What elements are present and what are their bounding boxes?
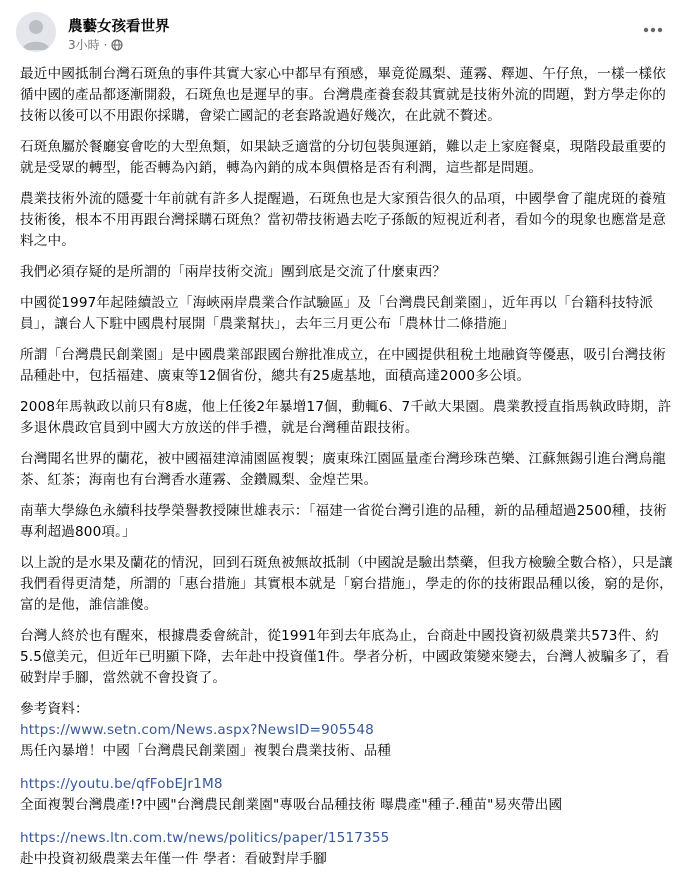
post-body [20,64,673,882]
avatar[interactable] [16,12,56,52]
references [20,699,673,762]
reference-title: 全面複製台灣農產!?中國"台灣農民創業園"專吸台品種技術 曝農產"種子.種苗"易夾帶出國 [20,797,563,813]
reference-link[interactable]: https://youtu.be/qfFobEJr1M8 [20,776,223,792]
meta-separator: · [103,37,108,52]
paragraph: 所謂「台灣農民創業園」是中國農業部跟國台辦批准成立，在中國提供租稅土地融資等優惠，吸引台灣技術品種赴中，包括福建、廣東等12個省份，總共有25處基地，面積高達2000多公頃。 [20,347,666,384]
reference-item [20,774,673,816]
paragraph: 台灣人終於也有醒來，根據農委會統計，從1991年到去年底為止，台商赴中國投資初級農業共573件、約 5.5億美元，但近年已明顯下降，去年赴中投資僅1件。學者分析，中國政策變來變去，台灣人被騙多了，看破對岸手腳，當然就不會投資了。 [20,628,670,686]
reference-title: 赴中投資初級農業去年僅一件 學者：看破對岸手腳 [20,851,327,867]
paragraph: 2008年馬執政以前只有8處，他上任後2年暴增17個，動輒6、7千畝大果園。農業教授直指馬執政時期，許多退休農政官員到中國大方放送的伴手禮，就是台灣種苗跟技術。 [20,399,672,436]
reference-link[interactable]: https://news.ltn.com.tw/news/politics/paper/1517355 [20,830,390,846]
post-meta [68,36,123,53]
default-avatar-icon [16,12,56,52]
paragraph: 我們必須存疑的是所謂的「兩岸技術交流」團到底是交流了什麼東西？ [20,264,447,280]
paragraph: 以上說的是水果及蘭花的情況，回到石斑魚被無故抵制（中國說是驗出禁藥，但我方檢驗全數合格），只是讓我們看得更清楚，所謂的「惠台措施」其實根本就是「窮台措施」，學走的你的技術跟品種以後，窮的是你，富的是他，誰信誰傻。 [20,555,673,613]
reference-link[interactable]: https://www.setn.com/News.aspx?NewsID=905548 [20,722,374,738]
more-options-icon [643,27,663,33]
paragraph: 農業技術外流的隱憂十年前就有許多人提醒過，石斑魚也是大家預告很久的品項，中國學會了龍虎斑的養殖技術後，根本不用再跟台灣採購石斑魚？當初帶技術過去吃子孫飯的短視近利者，看如今的現象也應當是意料之中。 [20,191,666,249]
reference-title: 馬任內暴增！中國「台灣農民創業園」複製台農業技術、品種 [20,743,392,759]
references-label: 參考資料： [20,701,89,717]
globe-icon [111,39,123,51]
paragraph: 石斑魚屬於餐廳宴會吃的大型魚類，如果缺乏適當的分切包裝與運銷，難以走上家庭餐桌，現階段最重要的就是受眾的轉型，能否轉為內銷，轉為內銷的成本與價格是否有利潤，這些都是問題。 [20,139,666,176]
paragraph: 中國從1997年起陸續設立「海峽兩岸農業合作試驗區」及「台灣農民創業園」，近年再以「台籍科技特派員」，讓台人下駐中國農村展開「農業幫扶」，去年三月更公布「農林廿二條措施」 [20,295,654,332]
more-options-button[interactable] [637,16,669,44]
paragraph: 台灣聞名世界的蘭花，被中國福建漳浦園區複製；廣東珠江園區量產台灣珍珠芭樂、江蘇無錫引進台灣烏龍茶、紅茶；海南也有台灣香水蓮霧、金鑽鳳梨、金煌芒果。 [20,451,666,488]
paragraph: 南華大學綠色永續科技學榮譽教授陳世雄表示：「福建一省從台灣引進的品種，新的品種超過2500種，技術專利超過800項。」 [20,503,667,540]
author-name[interactable]: 農藝女孩看世界 [68,19,170,35]
paragraph: 最近中國抵制台灣石斑魚的事件其實大家心中都早有預感，畢竟從鳳梨、蓮霧、釋迦、午仔魚，一樣一樣依循中國的產品都逐漸開殺，石斑魚也是遲早的事。台灣農產養套殺其實就是技術外流的問題，對方學走你的技術以後可以不用跟你採購，會梁亡國記的老套路說過好幾次，在此就不贅述。 [20,66,666,124]
post-header [16,12,673,56]
post-time[interactable]: 3小時 [68,38,100,52]
reference-item [20,828,673,870]
